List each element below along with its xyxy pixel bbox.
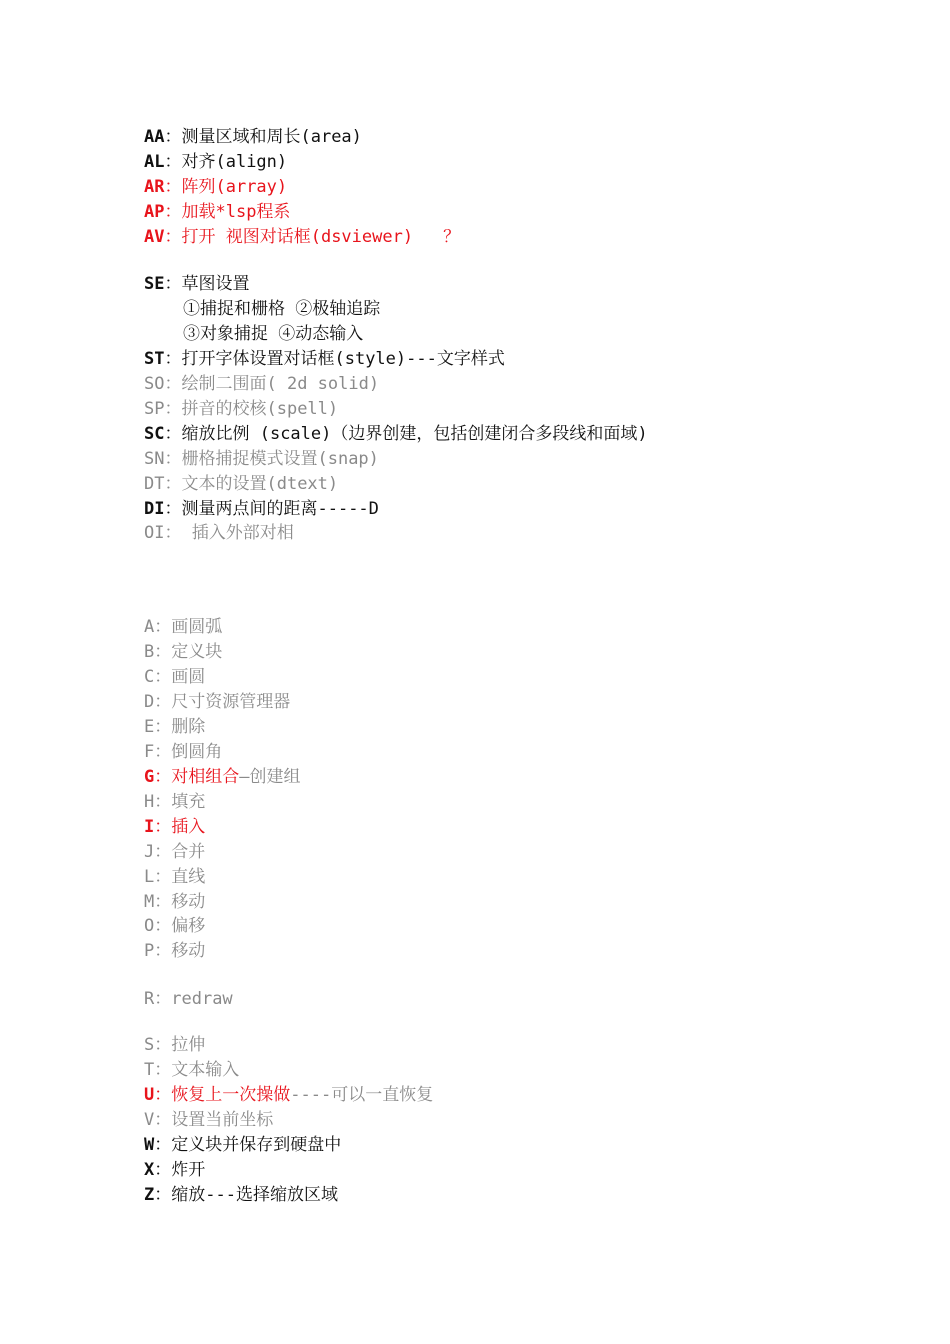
shortcut-line-a: A：画圆弧 [144, 617, 223, 637]
shortcut-line-x: X：炸开 [144, 1160, 206, 1180]
shortcut-line-u: U：恢复上一次操做----可以一直恢复 [144, 1085, 434, 1105]
shortcut-line-se: SE：草图设置 [144, 274, 250, 294]
shortcut-line-aa: AA：测量区域和周长(area) [144, 127, 362, 147]
shortcut-line-o: O：偏移 [144, 916, 206, 936]
shortcut-line-so: SO：绘制二围面( 2d solid) [144, 374, 380, 394]
shortcut-line-j: J：合并 [144, 842, 206, 862]
shortcut-line-ap: AP：加载*lsp程系 [144, 202, 291, 222]
se-option-line-1: ①捕捉和栅格 ②极轴追踪 [183, 299, 381, 319]
u-tail-text: ----可以一直恢复 [290, 1085, 434, 1105]
shortcut-line-dt: DT：文本的设置(dtext) [144, 474, 339, 494]
shortcut-line-sp: SP：拼音的校核(spell) [144, 399, 339, 419]
shortcut-line-w: W：定义块并保存到硬盘中 [144, 1135, 342, 1155]
shortcut-line-oi: OI： 插入外部对相 [144, 523, 294, 543]
shortcut-line-b: B：定义块 [144, 642, 223, 662]
shortcut-line-sn: SN：栅格捕捉模式设置(snap) [144, 449, 379, 469]
shortcut-line-ar: AR：阵列(array) [144, 177, 288, 197]
shortcut-line-al: AL：对齐(align) [144, 152, 288, 172]
shortcut-line-d: D：尺寸资源管理器 [144, 692, 291, 712]
shortcut-line-g: G：对相组合—创建组 [144, 767, 301, 787]
question-mark: ？ [443, 227, 461, 247]
shortcut-line-s: S：拉伸 [144, 1035, 206, 1055]
shortcut-line-h: H：填充 [144, 792, 206, 812]
shortcut-line-r: R：redraw [144, 989, 233, 1009]
se-option-line-2: ③对象捕捉 ④动态输入 [183, 324, 364, 344]
shortcut-line-i: I：插入 [144, 817, 206, 837]
shortcut-line-v: V：设置当前坐标 [144, 1110, 274, 1130]
shortcut-line-z: Z：缩放---选择缩放区域 [144, 1185, 338, 1205]
shortcut-line-t: T：文本输入 [144, 1060, 240, 1080]
shortcut-line-st: ST：打开字体设置对话框(style)---文字样式 [144, 349, 505, 369]
g-tail-text: —创建组 [239, 767, 301, 787]
shortcut-line-m: M：移动 [144, 892, 206, 912]
shortcut-line-f: F：倒圆角 [144, 742, 223, 762]
shortcut-line-di: DI：测量两点间的距离-----D [144, 499, 379, 519]
shortcut-line-l: L：直线 [144, 867, 206, 887]
shortcut-line-sc: SC：缩放比例 (scale)（边界创建，包括创建闭合多段线和面域) [144, 424, 648, 444]
shortcut-line-av: AV：打开 视图对话框(dsviewer) ？ [144, 227, 461, 247]
shortcut-line-e: E：删除 [144, 717, 206, 737]
shortcut-line-p: P：移动 [144, 941, 206, 961]
shortcut-line-c: C：画圆 [144, 667, 206, 687]
